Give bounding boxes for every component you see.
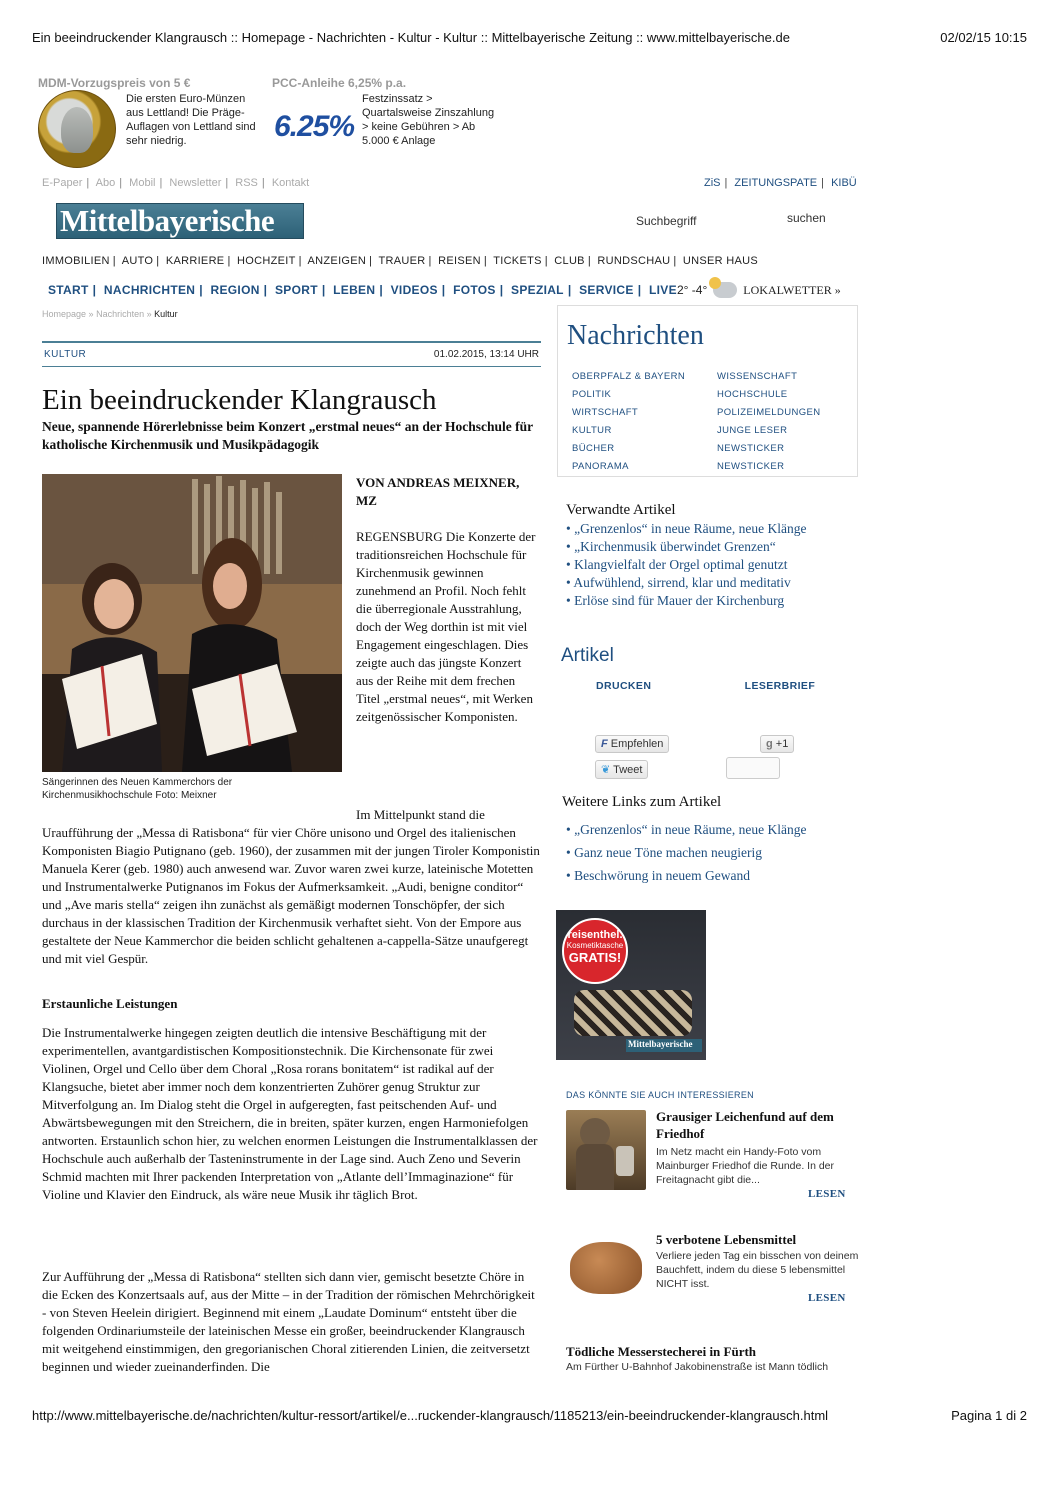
ad-bond-rate: 6.25% xyxy=(274,110,355,143)
breadcrumb: Homepage » Nachrichten » Kultur xyxy=(42,309,178,319)
link-abo[interactable]: Abo xyxy=(95,177,116,189)
teaser-image[interactable] xyxy=(566,1236,646,1300)
facebook-icon: F xyxy=(601,738,608,750)
teaser-headline[interactable]: 5 verbotene Lebensmittel xyxy=(656,1232,797,1247)
nav-immobilien[interactable]: IMMOBILIEN xyxy=(42,255,110,267)
nav-rundschau[interactable]: RUNDSCHAU xyxy=(597,255,671,267)
artikel-tools xyxy=(596,680,815,692)
article-author: VON ANDREAS MEIXNER, MZ xyxy=(356,475,520,508)
nav-tickets[interactable]: TICKETS xyxy=(493,255,542,267)
search-input[interactable]: Suchbegriff xyxy=(636,214,697,228)
teaser-image[interactable] xyxy=(566,1110,646,1190)
link-politik[interactable]: POLITIK xyxy=(572,388,612,400)
service-links: E-Paper | Abo | Mobil | Newsletter | RSS | Kontakt xyxy=(42,177,310,189)
crumb-current: Kultur xyxy=(154,309,178,319)
link-panorama[interactable]: PANORAMA xyxy=(572,460,629,472)
related-list xyxy=(566,520,807,610)
nav-reisen[interactable]: REISEN xyxy=(438,255,481,267)
link-kontakt[interactable]: Kontakt xyxy=(271,177,310,189)
partner-links: ZiS | ZEITUNGSPATE | KIBÜ xyxy=(704,177,857,189)
tweet-button[interactable]: ❦ Tweet xyxy=(595,760,648,779)
link-oberpfalz[interactable]: OBERPFALZ & BAYERN xyxy=(572,370,686,382)
site-logo[interactable]: Mittelbayerische xyxy=(56,203,304,239)
link-epaper[interactable]: E-Paper xyxy=(42,177,83,189)
nav-start[interactable]: START xyxy=(48,283,89,297)
print-page: Pagina 1 di 2 xyxy=(951,1408,1027,1423)
teaser-headline[interactable]: Grausiger Leichenfund auf dem Friedhof xyxy=(656,1109,834,1141)
related-item[interactable]: • Aufwühlend, sirrend, klar und meditativ xyxy=(566,575,791,590)
read-more-link[interactable]: LESEN xyxy=(808,1292,846,1304)
teaser-headline[interactable]: Tödliche Messerstecherei in Fürth xyxy=(566,1344,757,1359)
related-item[interactable]: • „Kirchenmusik überwindet Grenzen“ xyxy=(566,539,776,554)
link-wirtschaft[interactable]: WIRTSCHAFT xyxy=(572,406,639,418)
link-zis[interactable]: ZiS xyxy=(704,177,721,189)
gplus-button[interactable]: g +1 xyxy=(760,735,794,753)
gplus-icon: g xyxy=(766,738,773,750)
link-kibu[interactable]: KIBÜ xyxy=(831,177,857,189)
nav-nachrichten[interactable]: NACHRICHTEN xyxy=(103,283,196,297)
link-buecher[interactable]: BÜCHER xyxy=(572,442,615,454)
related-item[interactable]: • Erlöse sind für Mauer der Kirchenburg xyxy=(566,593,785,608)
nav-hochzeit[interactable]: HOCHZEIT xyxy=(236,255,296,267)
teaser-text: Im Netz macht ein Handy-Foto vom Mainburger Friedhof die Runde. In der Freitagnacht gibt die... xyxy=(656,1146,835,1186)
nav-trauer[interactable]: TRAUER xyxy=(378,255,426,267)
related-title: Verwandte Artikel xyxy=(566,502,676,518)
weather-widget[interactable] xyxy=(677,282,841,298)
article-p3: Zur Aufführung der „Messa di Ratisbona“ stellten sich dann vier, gemischt besetzte Chöre in die Ecken des Konzertsaals auf, aus der Mitte – in der Tradition der römischen Mehrchörigkeit - von Steven Heelein dirigiert. Beginnend mit einem „Laudate Dominum“ entsteht über die folgenden Ordinariumsteile der lateinischen Messe ein großer, beeindruckender Klangrausch mit weitgehend einstimmigen, den gregorianischen Choral zitierenden Linien, die zeitversetzt beginnen und wieder zueinanderfinden. Die xyxy=(42,1269,535,1374)
article-lead: REGENSBURG Die Konzerte der traditionsreichen Hochschule für Kirchenmusik gewinnen zunehmend an Profil. Noch fehlt die überregionale Ausstrahlung, doch der Weg dorthin ist mit viel Engagement eingeschlagen. Dies zeigte auch das jüngste Konzert aus der Reihe mit dem frechen Titel „erstmal neues“, mit Werken zeitgenössischer Komponisten. xyxy=(356,529,536,724)
nav-auto[interactable]: AUTO xyxy=(121,255,154,267)
link-newsticker-2[interactable]: NEWSTICKER xyxy=(717,460,785,472)
photo-caption: Sängerinnen des Neuen Kammerchors der Kirchenmusikhochschule Foto: Meixner xyxy=(42,777,233,801)
link-rss[interactable]: RSS xyxy=(235,177,258,189)
link-mobil[interactable]: Mobil xyxy=(129,177,156,189)
link-wissenschaft[interactable]: WISSENSCHAFT xyxy=(717,370,798,382)
nachrichten-title: Nachrichten xyxy=(567,320,704,351)
print-header xyxy=(32,30,1027,45)
article-p2: Die Instrumentalwerke hingegen zeigten deutlich die intensive Beschäftigung mit der experimentellen, avantgardistischen Kompositionstechnik. Die Kirchensonate für zwei Violinen, Orgel und Cello über dem Choral „Rosa rorans bonitatem“ ist radikal auf der Klangsuche, bietet aber immer noch dem konzentrierten Zuhörer genug Struktur zur Mitverfolgung an. Im Dialog steht die Orgel in aufgeregten, fast peitschenden Auf- und Abwärtsbewegungen mit den Streichern, die in breiten, später kurzen, engen Harmoniefolgen antworten. Erstaunlich schon hier, zu welchen enormen Leistungen die Instrumentalklassen der Hochschule auch außerhalb der Tasteninstrumente in der Lage sind. Auch Zeno und Severin Schmid machten mit Ihrer packenden Interpretation von „Atlante dell’Immaginazione“ für Violine und Klavier den Eindruck, als wäre neue Musik ihr täglich Brot. xyxy=(42,1025,538,1202)
secondary-nav: START | NACHRICHTEN | REGION | SPORT | LEBEN | VIDEOS | FOTOS | SPEZIAL | SERVICE | LIVE xyxy=(48,283,677,297)
ad-bond-title: PCC-Anleihe 6,25% p.a. xyxy=(272,76,407,90)
read-more-link[interactable]: LESEN xyxy=(808,1188,846,1200)
promo-logo: Mittelbayerische xyxy=(626,1039,702,1052)
choir-photo-image xyxy=(42,474,342,772)
nav-fotos[interactable]: FOTOS xyxy=(453,283,496,297)
nachrichten-links xyxy=(572,367,852,475)
nav-spezial[interactable]: SPEZIAL xyxy=(511,283,564,297)
article-meta-bar xyxy=(42,341,541,367)
link-newsletter[interactable]: Newsletter xyxy=(169,177,222,189)
link-hochschule[interactable]: HOCHSCHULE xyxy=(717,388,788,400)
primary-nav: IMMOBILIEN | AUTO | KARRIERE | HOCHZEIT | ANZEIGEN | TRAUER | REISEN | TICKETS | CLUB | RUNDSCHAU | UNSER HAUS xyxy=(42,255,758,267)
promo-banner[interactable] xyxy=(556,910,706,1060)
link-zeitungspate[interactable]: ZEITUNGSPATE xyxy=(734,177,818,189)
more-link-item[interactable]: • „Grenzenlos“ in neue Räume, neue Klänge xyxy=(566,822,807,837)
print-title: Ein beeindruckender Klangrausch :: Homepage - Nachrichten - Kultur - Kultur :: Mittelbayerische Zeitung :: www.mittelbayerische.de xyxy=(32,30,790,45)
partly-cloudy-icon xyxy=(713,282,737,298)
twitter-icon: ❦ xyxy=(601,764,611,776)
more-link-item[interactable]: • Ganz neue Töne machen neugierig xyxy=(566,845,763,860)
ad-bond[interactable] xyxy=(272,76,502,147)
print-button[interactable]: DRUCKEN xyxy=(596,680,652,692)
share-counter xyxy=(726,757,780,779)
ad-coin-title: MDM-Vorzugspreis von 5 € xyxy=(38,76,191,90)
search-button[interactable]: suchen xyxy=(787,211,826,225)
artikel-tools-title: Artikel xyxy=(561,645,614,666)
ad-coin[interactable] xyxy=(38,76,258,147)
article-p1: Uraufführung der „Messa di Ratisbona“ für vier Chöre unisono und Orgel des italienischen Komponisten Biagio Putignano (geb. 1960), der zusammen mit der jungen Tiroler Komponistin Manuela Kerer (geb. 1980) auch anwesend war. Zuvor waren zwei kurze, lateinische Motetten und Instrumentalwerke Putignanos im Fokus der Aufmerksamkeit. „Audi, benigne conditor“ und „Ave maris stella“ zeigen ihn zunächst als gemäßigt modernen Tonschöpfer, der sich durchaus in der klassischen Tradition der Kirchenmusik verhaftet sieht. Von der Empore aus gestaltete der Neue Kammerchor die beiden schlicht gehaltenen a-cappella-Sätze unaufgeregt und mit viel Gespür. xyxy=(42,825,540,966)
teaser-text: Verliere jeden Tag ein bisschen von deinem Bauchfett, indem du diese 5 lebensmittel NICHT isst. xyxy=(656,1250,859,1290)
coin-image xyxy=(38,90,116,168)
nav-karriere[interactable]: KARRIERE xyxy=(165,255,225,267)
nav-anzeigen[interactable]: ANZEIGEN xyxy=(307,255,367,267)
weather-temps: 2° -4° xyxy=(677,283,708,297)
related-item[interactable]: • Klangvielfalt der Orgel optimal genutzt xyxy=(566,557,788,572)
nav-region[interactable]: REGION xyxy=(210,283,260,297)
nav-videos[interactable]: VIDEOS xyxy=(390,283,438,297)
weather-link[interactable]: LOKALWETTER » xyxy=(743,282,841,297)
print-url: http://www.mittelbayerische.de/nachrichten/kultur-ressort/artikel/e...ruckender-klangrausch/1185213/ein-beeindruckender-klangrausch.html xyxy=(32,1408,829,1423)
nav-service[interactable]: SERVICE xyxy=(579,283,634,297)
link-junge-leser[interactable]: JUNGE LESER xyxy=(717,424,788,436)
ad-bond-text: Festzinssatz > Quartalsweise Zinszahlung > keine Gebühren > Ab 5.000 € Anlage xyxy=(362,93,495,147)
nav-club[interactable]: CLUB xyxy=(554,255,585,267)
more-links-title: Weitere Links zum Artikel xyxy=(562,794,722,810)
article-date: 01.02.2015, 13:14 UHR xyxy=(433,349,539,360)
related-item[interactable]: • „Grenzenlos“ in neue Räume, neue Klänge xyxy=(566,521,807,536)
print-datetime: 02/02/15 10:15 xyxy=(940,30,1027,45)
promo-bag-image xyxy=(574,990,692,1036)
ad-coin-text: Die ersten Euro-Münzen aus Lettland! Die Präge- Auflagen von Lettland sind sehr niedrig. xyxy=(126,93,256,147)
more-link-item[interactable]: • Beschwörung in neuem Gewand xyxy=(566,868,750,883)
link-newsticker[interactable]: NEWSTICKER xyxy=(717,442,785,454)
link-polizeimeldungen[interactable]: POLIZEIMELDUNGEN xyxy=(717,406,821,418)
nav-leben[interactable]: LEBEN xyxy=(333,283,376,297)
promo-badge: reisenthel. Kosmetiktasche GRATIS! xyxy=(562,918,628,984)
facebook-like-button[interactable]: F Empfehlen xyxy=(595,735,669,753)
article-category[interactable]: KULTUR xyxy=(44,349,87,360)
crumb-nachrichten[interactable]: Nachrichten xyxy=(96,309,145,319)
crumb-home[interactable]: Homepage xyxy=(42,309,87,319)
article-p1-start: Im Mittelpunkt stand die xyxy=(356,807,485,822)
print-footer xyxy=(32,1408,1027,1423)
nav-sport[interactable]: SPORT xyxy=(274,283,318,297)
article-photo[interactable] xyxy=(42,474,342,772)
link-kultur[interactable]: KULTUR xyxy=(572,424,612,436)
article-title: Ein beeindruckender Klangrausch xyxy=(42,384,437,416)
nav-unser-haus[interactable]: UNSER HAUS xyxy=(682,255,758,267)
article-subtitle: Neue, spannende Hörerlebnisse beim Konzert „erstmal neues“ an der Hochschule für katholische Kirchenmusik und Musikpädagogik xyxy=(42,419,533,452)
recommend-title: DAS KÖNNTE SIE AUCH INTERESSIEREN xyxy=(566,1090,754,1100)
leserbrief-button[interactable]: LESERBRIEF xyxy=(744,680,816,692)
article-subheading: Erstaunliche Leistungen xyxy=(42,996,178,1011)
teaser-text: Am Fürther U-Bahnhof Jakobinenstraße ist Mann tödlich xyxy=(566,1361,829,1373)
more-links-list xyxy=(566,818,807,887)
nav-live[interactable]: LIVE xyxy=(649,283,677,297)
